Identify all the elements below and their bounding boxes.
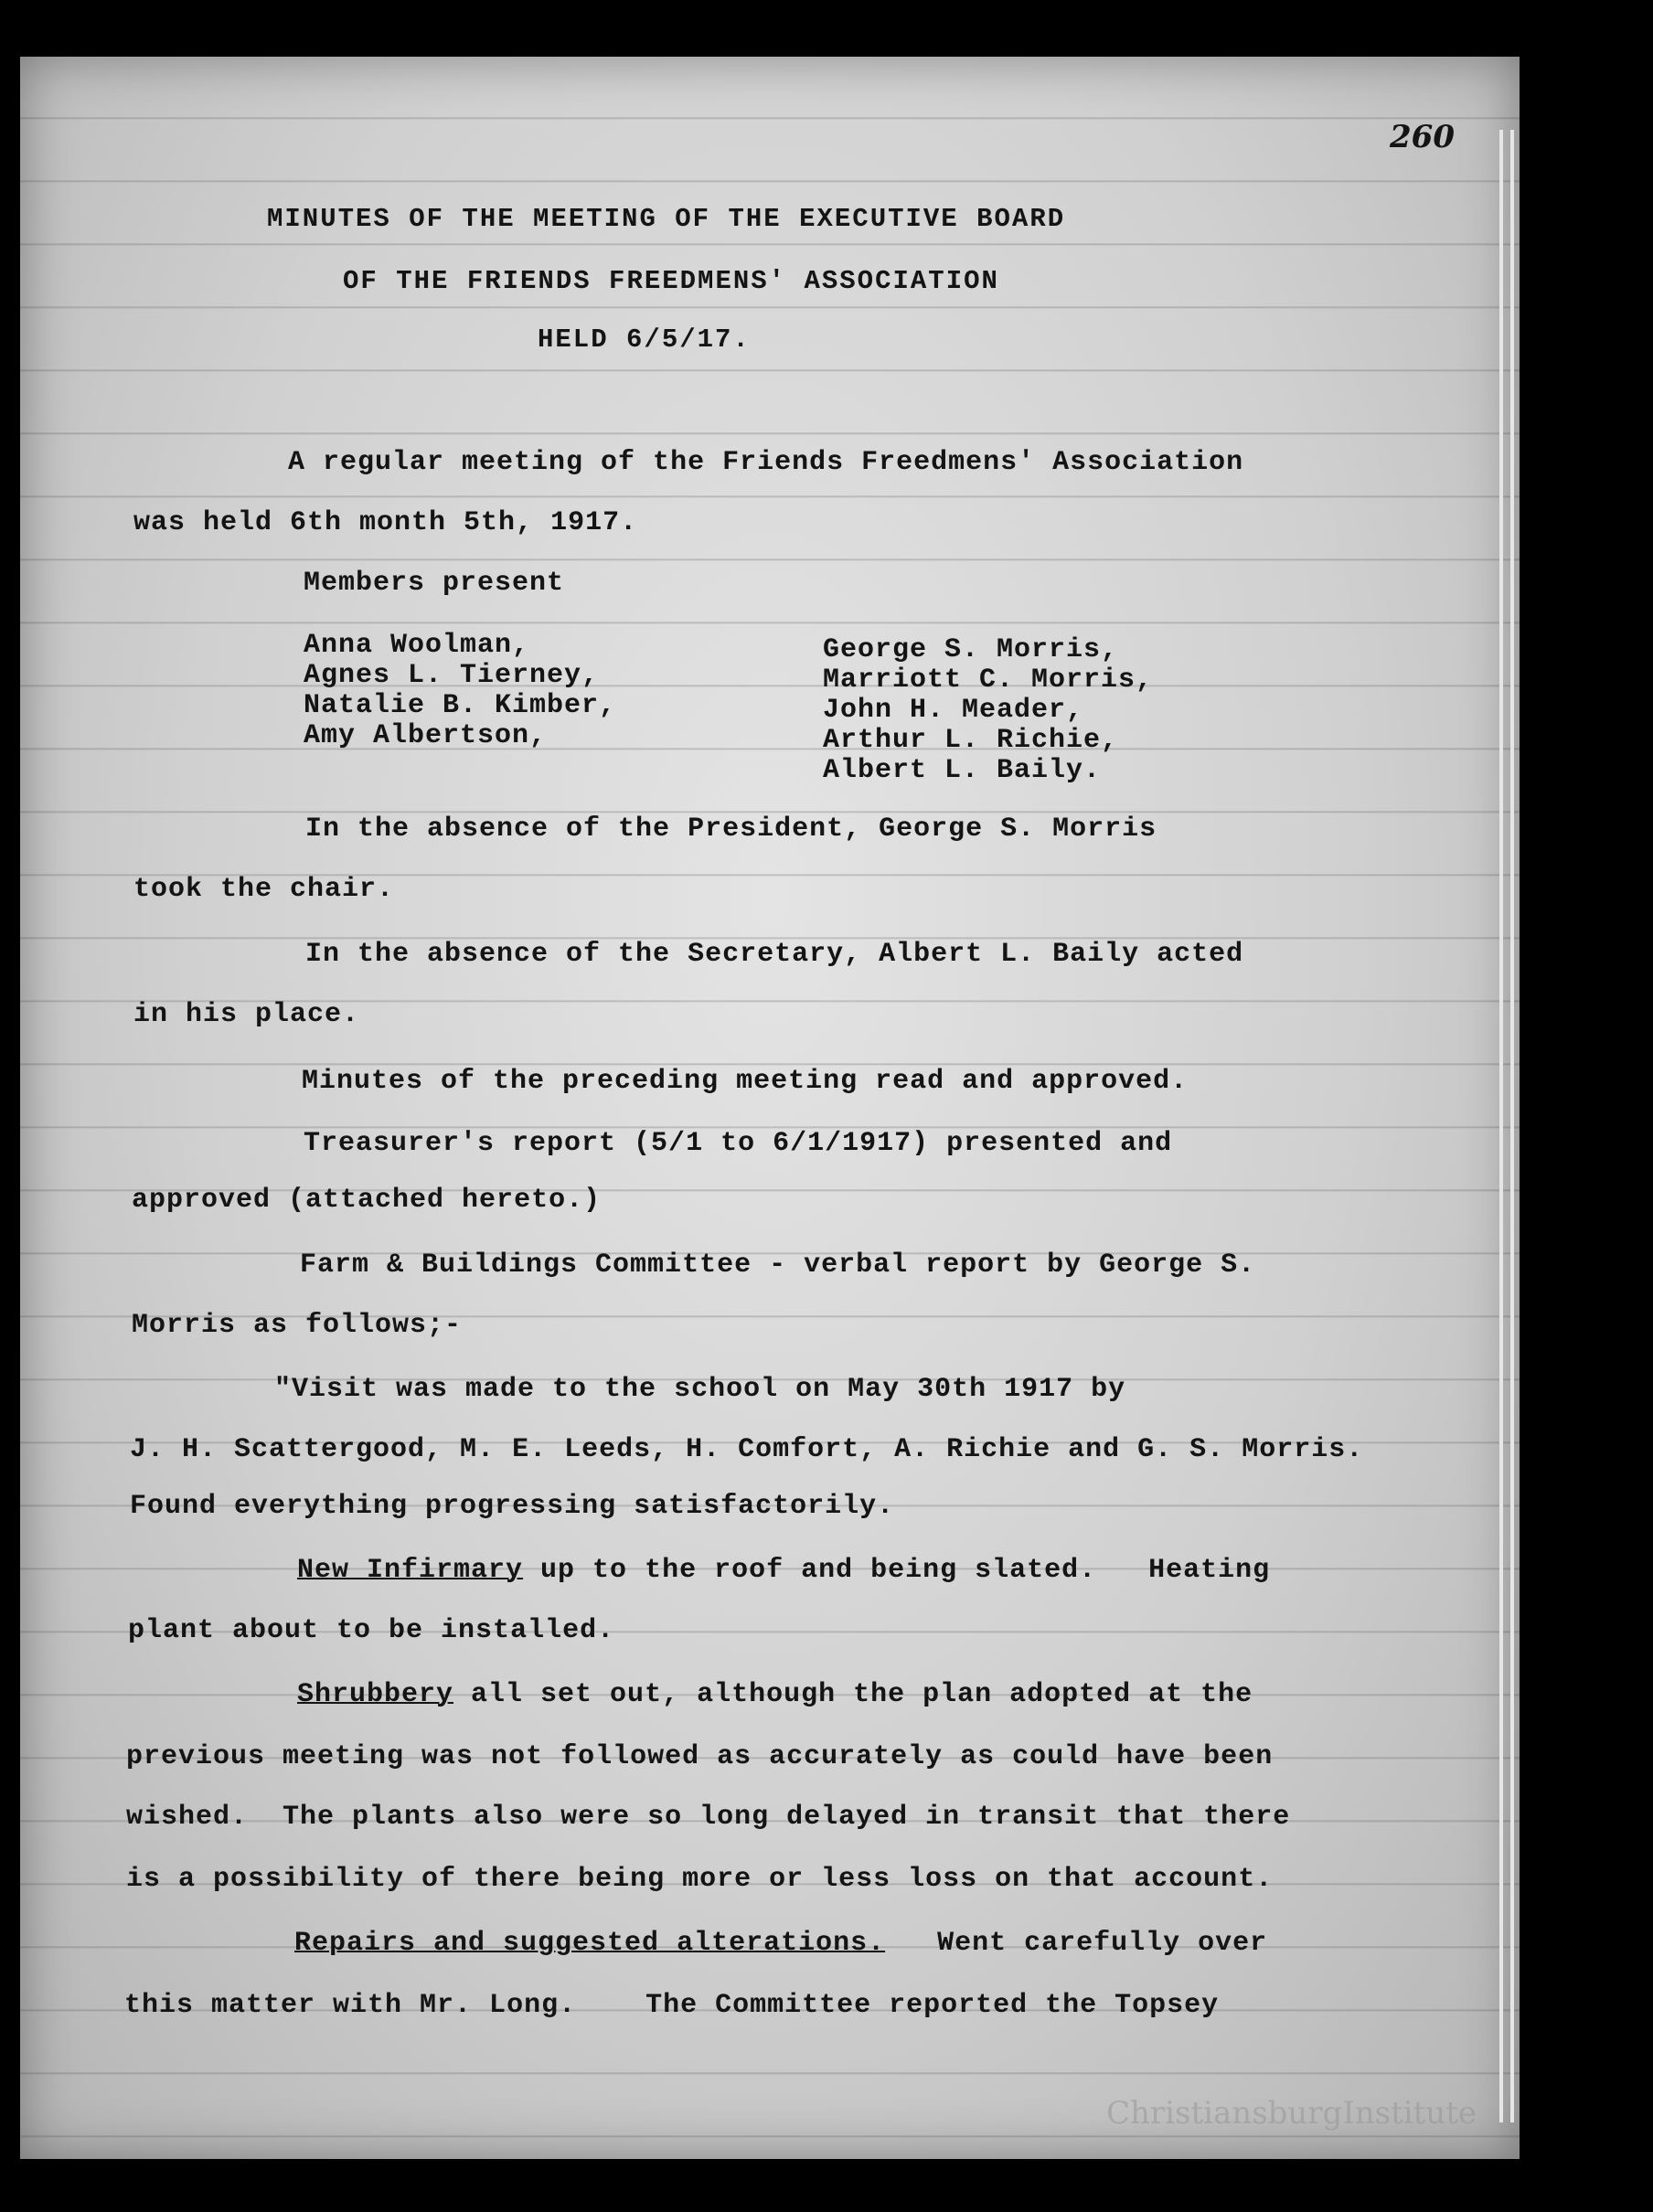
shrubbery-heading: Shrubbery [297, 1679, 454, 1710]
repairs-heading: Repairs and suggested alterations. [294, 1928, 886, 1959]
member-name: Amy Albertson, [304, 720, 548, 751]
infirmary-line-2: plant about to be installed. [128, 1615, 615, 1646]
heading-line-2: OF THE FRIENDS FREEDMENS' ASSOCIATION [343, 266, 999, 296]
page-edge [1499, 130, 1503, 2122]
document-page [20, 57, 1520, 2159]
member-name: Agnes L. Tierney, [304, 660, 600, 691]
infirmary-text: up to the roof and being slated. Heating [523, 1555, 1271, 1586]
secretary-line-2: in his place. [133, 999, 360, 1030]
visit-line-3: Found everything progressing satisfactorily. [130, 1491, 895, 1522]
farm-report-line-1: Farm & Buildings Committee - verbal report by George S. [300, 1250, 1256, 1281]
intro-line-1: A regular meeting of the Friends Freedmens' Association [288, 447, 1244, 478]
chair-line-1: In the absence of the President, George S. Morris [305, 814, 1157, 845]
visit-line-1: "Visit was made to the school on May 30th 1917 by [274, 1374, 1126, 1405]
shrubbery-text: all set out, although the plan adopted at the [453, 1679, 1253, 1710]
shrubbery-line-1 [297, 1678, 1253, 1711]
shrubbery-line-3: wished. The plants also were so long delayed in transit that there [126, 1802, 1291, 1833]
member-name: Albert L. Baily. [823, 755, 1102, 786]
heading-line-3: HELD 6/5/17. [538, 324, 751, 355]
heading-line-1: MINUTES OF THE MEETING OF THE EXECUTIVE BOARD [267, 204, 1066, 234]
farm-report-line-2: Morris as follows;- [132, 1310, 463, 1341]
minutes-approved: Minutes of the preceding meeting read and approved. [302, 1066, 1189, 1097]
repairs-text: Went carefully over [885, 1928, 1268, 1959]
member-name: George S. Morris, [823, 634, 1119, 665]
secretary-line-1: In the absence of the Secretary, Albert L. Baily acted [305, 939, 1244, 970]
page-edge [1510, 130, 1514, 2122]
member-name: Arthur L. Richie, [823, 725, 1119, 756]
repairs-line-1 [294, 1927, 1267, 1960]
infirmary-heading: New Infirmary [297, 1555, 524, 1586]
shrubbery-line-2: previous meeting was not followed as accurately as could have been [126, 1741, 1274, 1772]
members-label: Members present [304, 568, 565, 599]
visit-line-2: J. H. Scattergood, M. E. Leeds, H. Comfort, A. Richie and G. S. Morris. [130, 1434, 1364, 1465]
treasurer-line-2: approved (attached hereto.) [132, 1185, 602, 1216]
member-name: Marriott C. Morris, [823, 665, 1154, 696]
shrubbery-line-4: is a possibility of there being more or less loss on that account. [126, 1864, 1274, 1895]
member-name: Natalie B. Kimber, [304, 690, 617, 721]
intro-line-2: was held 6th month 5th, 1917. [133, 507, 638, 538]
archive-watermark: ChristiansburgInstitute [1106, 2095, 1477, 2132]
treasurer-line-1: Treasurer's report (5/1 to 6/1/1917) presented and [304, 1128, 1173, 1159]
infirmary-line-1 [297, 1554, 1270, 1587]
member-name: John H. Meader, [823, 695, 1084, 726]
chair-line-2: took the chair. [133, 874, 395, 905]
repairs-line-2: this matter with Mr. Long. The Committee reported the Topsey [124, 1990, 1220, 2021]
member-name: Anna Woolman, [304, 630, 530, 661]
page-number: 260 [1390, 119, 1455, 155]
